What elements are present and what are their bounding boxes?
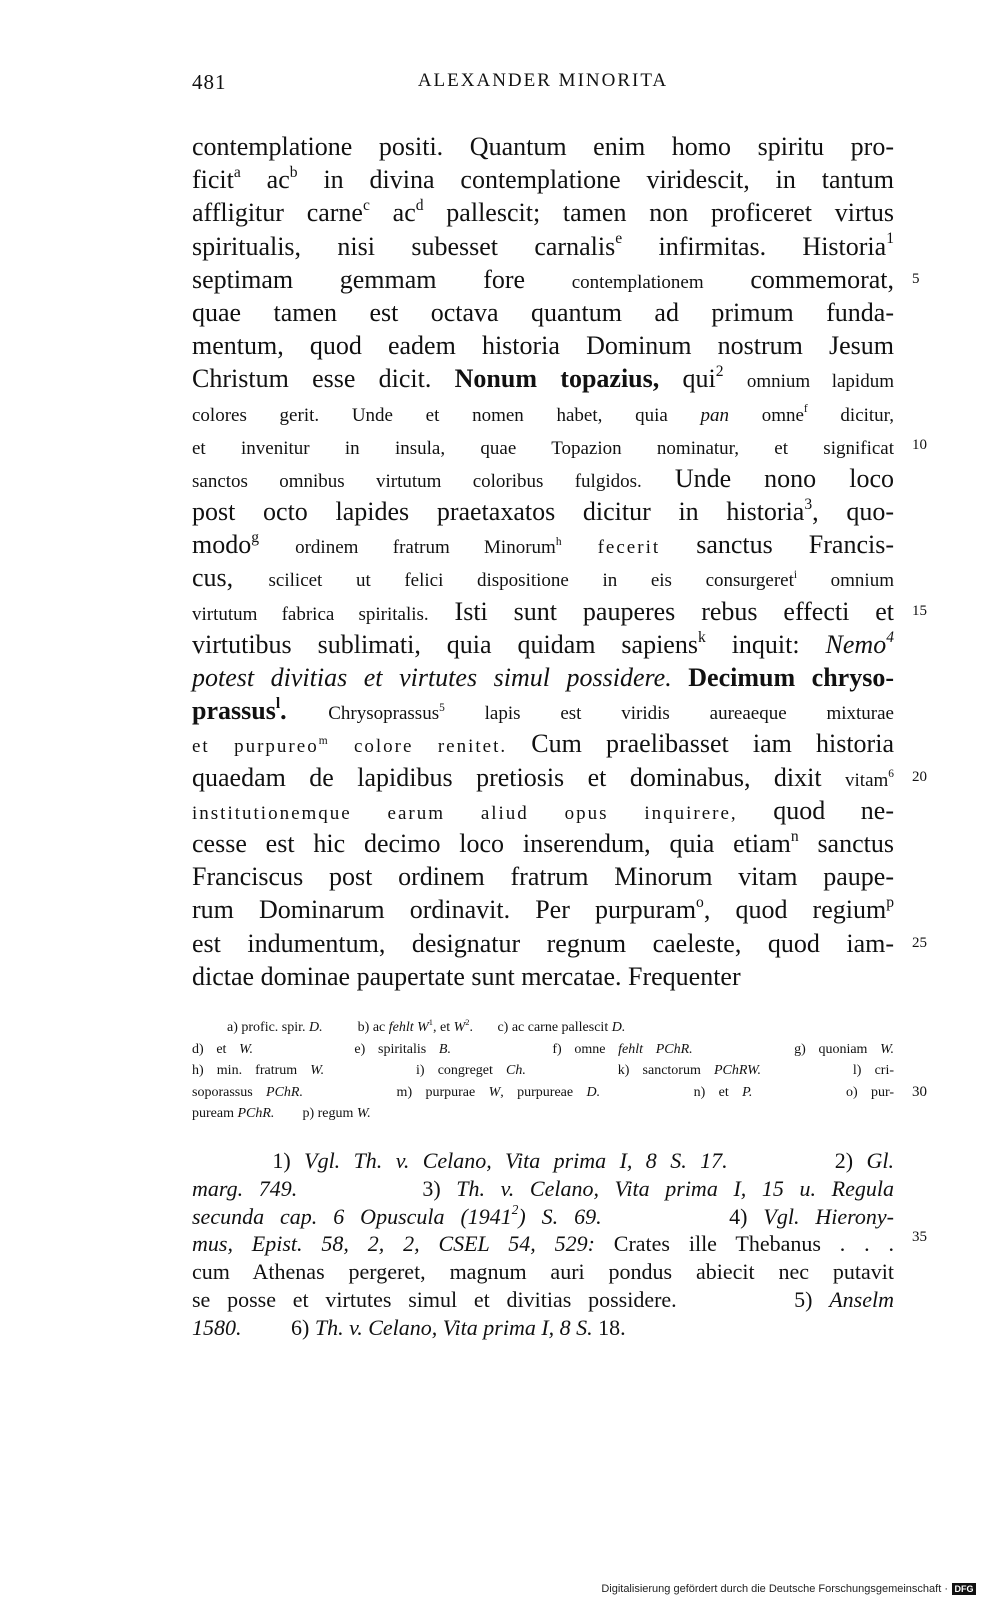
page-number: 481 (192, 70, 227, 94)
text-line: potest divitias et virtutes simul possidere. Decimum chryso- (192, 663, 894, 692)
text-line: Franciscus post ordinem fratrum Minorum vitam paupe- (192, 862, 894, 892)
text-line: affligitur carne$^c$ $ac^d$ pallescit; tamen non proficeret virtus (192, 197, 894, 228)
line-number: 5 (912, 270, 920, 287)
text-line: prassus$^l$. Chrysoprassus$^5$ lapis est viridis aureaeque mixturae (192, 694, 894, 726)
text-line: post octo lapides praetaxatos dicitur in historia$^3$, quo- (192, 495, 894, 527)
text-line: quaedam de lapidibus pretiosis et dominabus, dixit vitam$^6$ 20 (192, 761, 894, 794)
note-line: 1580. 6) Th. v. Celano, Vita prima I, 8 S. 18. (192, 1314, 626, 1340)
apparatus-line: a) profic. spir. D. b) ac fehlt $W^1$, et $W^2$. c) ac carne pallescit D. (192, 1017, 626, 1035)
text-line: spiritualis, nisi subesset carnalis$^e$ infirmitas. Historia$^1$ (192, 230, 894, 261)
text-line: dictae dominae paupertate sunt mercatae. Frequenter (192, 961, 741, 991)
line-number: 20 (912, 768, 927, 785)
line-number: 25 (912, 934, 927, 951)
note-line: se posse et virtutes simul et divitias possidere. 5) Anselm (192, 1286, 894, 1312)
running-header (192, 70, 894, 104)
note-line: marg. 749. 3) Th. v. Celano, Vita prima I, 15 u. Regula (192, 1175, 894, 1201)
note-line: mus, Epist. 58, 2, 2, CSEL 54, 529: Crates ille Thebanus . . . 35 (192, 1230, 894, 1258)
critical-apparatus (192, 1017, 927, 1125)
text-line: virtutibus sublimati, quia quidam sapiens$^k$ inquit: Nemo$^4$ (192, 628, 894, 659)
note-line: 1) Vgl. Th. v. Celano, Vita prima I, 8 S. 17. 2) Gl. (192, 1148, 895, 1173)
text-line: ficit$^a$ $ac^b$ in divina contemplatione viridescit, in tantum (192, 163, 894, 195)
text-line: mentum, quod eadem historia Dominum nostrum Jesum (192, 331, 894, 361)
dfg-logo: DFG (952, 1583, 976, 1595)
text-line: quae tamen est octava quantum ad primum funda- (192, 297, 894, 327)
text-line: sanctos omnibus virtutum coloribus fulgidos. Unde nono loco (192, 463, 894, 493)
text-line: institutionemque earum aliud opus inquirere, quod ne- (192, 795, 895, 825)
apparatus-line: d) et W. e) spiritalis B. f) omne fehlt PChR. g) quoniam W. (192, 1041, 895, 1057)
note-line: cum Athenas pergeret, magnum auri pondus abiecit nec putavit (192, 1259, 894, 1285)
text-line: Christum esse dicit. Nonum topazius, qui$^2$ omnium lapidum (192, 363, 894, 394)
line-number: 10 (912, 436, 927, 453)
text-line: cesse est hic decimo loco inserendum, quia etiam$^n$ sanctus (192, 827, 894, 858)
text-line: colores gerit. Unde et nomen habet, quia pan omne$^f$ dicitur, (192, 403, 895, 426)
apparatus-line: soporassus PChR. m) purpurae W, purpureae D. n) et P. o) pur- 30 (192, 1082, 894, 1104)
text-line: est indumentum, designatur regnum caeleste, quod iam- 25 (192, 927, 894, 960)
apparatus-line: h) min. fratrum W. i) congreget Ch. k) sanctorum PChRW. l) cri- (192, 1063, 895, 1078)
line-number: 35 (912, 1229, 927, 1246)
line-number: 15 (912, 602, 927, 619)
source-notes (192, 1147, 927, 1342)
apparatus-line: puream PChR. p) regum W. (192, 1106, 371, 1121)
text-line: et invenitur in insula, quae Topazion nominatur, et significat 10 (192, 429, 894, 462)
main-text (192, 130, 927, 993)
text-line: septimam gemmam fore contemplationem commemorat, 5 (192, 263, 894, 296)
text-line: cus, scilicet ut felici dispositione in eis consurgeret$^i$ omnium (192, 563, 894, 593)
digitization-credit: Digitalisierung gefördert durch die Deutsche Forschungsgemeinschaft · (601, 1583, 948, 1595)
text-line: contemplatione positi. Quantum enim homo spiritu pro- (192, 132, 894, 161)
text-line: modo$^g$ ordinem fratrum Minorum$^h$ fecerit sanctus Francis- (192, 529, 895, 560)
text-line: et purpureo$^m$ colore renitet. Cum praelibasset iam historia (192, 729, 894, 759)
text-line: virtutum fabrica spiritalis. Isti sunt pauperes rebus effecti et 15 (192, 595, 894, 628)
line-number: 30 (912, 1083, 927, 1100)
text-line: rum Dominarum ordinavit. Per purpuram$^o$, quod regium$^p$ (192, 894, 894, 925)
running-title: ALEXANDER MINORITA (417, 70, 669, 91)
note-line: secunda cap. 6 Opuscula (1941$^2$) S. 69. 4) Vgl. Hierony- (192, 1201, 894, 1229)
